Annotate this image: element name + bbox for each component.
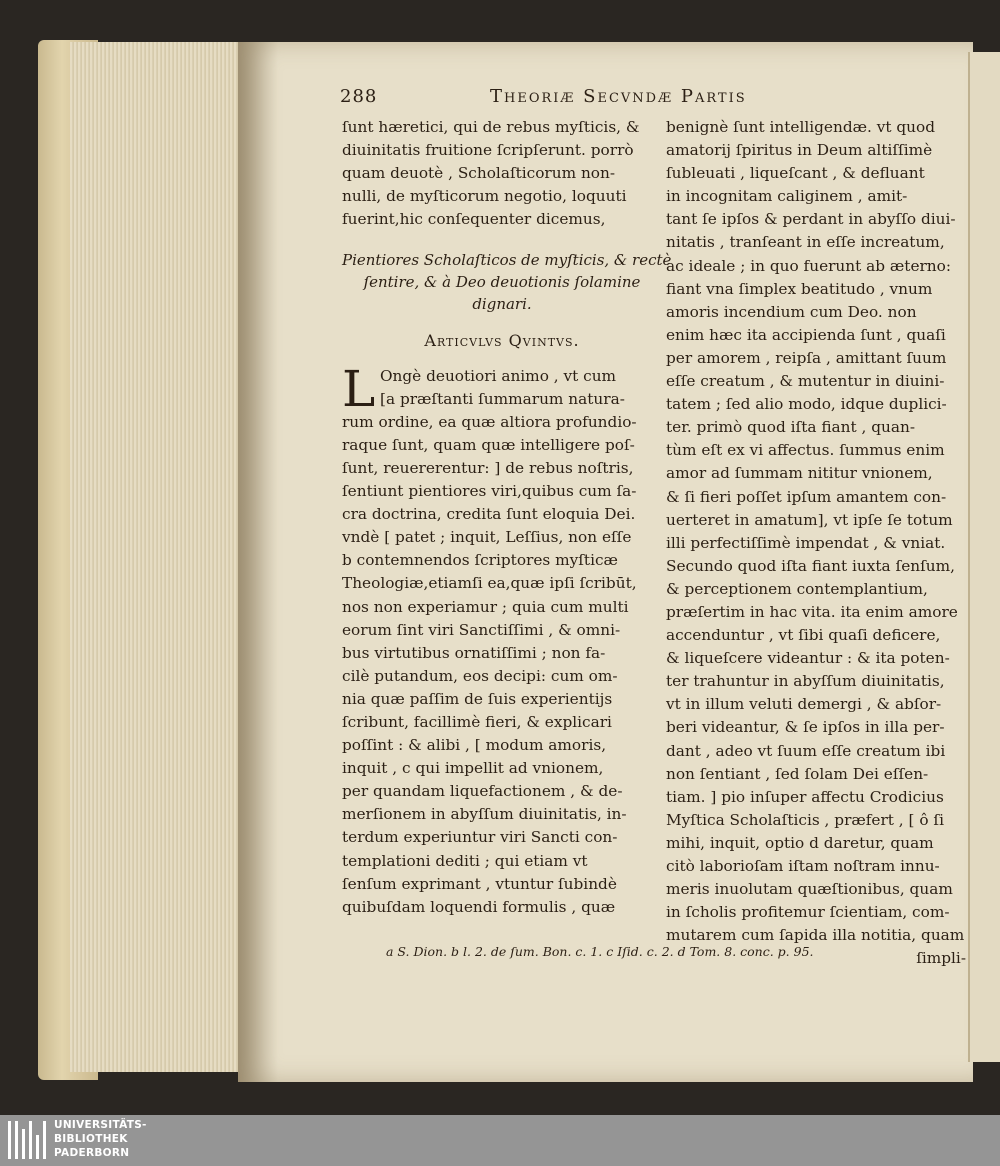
text-line: tùm eſt ex vi affectus. ſummus enim [666,441,945,460]
text-line: dant , adeo vt ſuum eſſe creatum ibi [666,741,946,760]
drop-cap: L [342,359,376,418]
text-line: diuinitatis fruitione ſcripſerunt. porrò [342,141,634,160]
text-line: meris inuolutam quæſtionibus, quam [666,880,953,899]
text-line: quam deuotè , Scholaſticorum non- [342,164,616,183]
text-line: Theologiæ,etiamſi ea,quæ ipſi ſcribūt, [342,574,637,593]
text-line: quibuſdam loquendi formulis , quæ [342,897,616,916]
right-column [666,116,966,970]
text-line: Secundo quod iſta fiant iuxta ſenſum, [666,556,955,575]
text-line: tatem ; ſed alio modo, idque duplici- [666,395,947,414]
left-column [342,116,672,919]
section-heading-line: dignari. [472,295,532,314]
text-line: ſentiunt pientiores viri,quibus cum ſa- [342,482,637,501]
text-line: amatorij ſpiritus in Deum altiſſimè [666,141,933,160]
text-line: amor ad ſummam nititur vnionem, [666,464,933,483]
text-line: raque ſunt, quam quæ intelligere poſ- [342,435,635,454]
text-line: enim hæc ita accipienda ſunt , quaſi [666,325,946,344]
text-line: ſubleuati , liqueſcant , & defluant [666,164,925,183]
text-line: nos non experiamur ; quia cum multi [342,597,629,616]
text-line: nulli, de myſticorum negotio, loquuti [342,187,627,206]
text-line: fiant vna ſimplex beatitudo , vnum [666,279,933,298]
drop-cap-paragraph [342,359,662,418]
text-line: merſionem in abyſſum diuinitatis, in- [342,805,627,824]
text-line: benignè ſunt intelligendæ. vt quod [666,118,936,136]
text-line: uerteret in amatum], vt ipſe ſe totum [666,510,953,529]
text-line: mutarem cum ſapida illa notitia, quam [666,926,965,945]
text-line: terdum experiuntur viri Sancti con- [342,828,618,847]
text-line: cra doctrina, credita ſunt eloquia Dei. [342,505,636,524]
text-line: nia quæ paſſim de ſuis experientijs [342,689,613,708]
text-line: & liqueſcere videantur : & ita poten- [666,649,950,668]
text-line: ſenſum exprimant , vtuntur ſubindè [342,874,617,893]
text-line: ſunt, reuererentur: ] de rebus noſtris, [342,458,634,477]
library-name [54,1118,147,1160]
text-line: templationi dediti ; qui etiam vt [342,851,588,870]
text-line: & perceptionem contemplantium, [666,579,928,598]
running-head: Theoriæ Secvndæ Partis [490,86,747,107]
page-header [340,86,950,112]
text-line: tiam. ] pio inſuper affectu Crodicius [666,787,944,806]
text-line: fuerint,hic conſequenter dicemus, [342,210,606,229]
text-line: in incognitam caliginem , amit- [666,187,908,206]
text-line: per quandam liquefactionem , & de- [342,782,623,801]
text-line: beri videantur, & ſe ipſos in illa per- [666,718,945,737]
text-line: b contemnendos ſcriptores myſticæ [342,551,618,570]
text-line: ac ideale ; in quo fuerunt ab æterno: [666,256,952,275]
text-line: & ſi fieri poſſet ipſum amantem con- [666,487,947,506]
gutter-shadow [238,42,278,1082]
text-line: ſunt hæretici, qui de rebus myſticis, & [342,118,640,136]
text-line: accenduntur , vt ſibi quaſi deficere, [666,626,941,645]
text-line: vndè [ patet ; inquit, Leſſius, non eſſe [342,528,632,547]
text-line: poſſint : & alibi , [ modum amoris, [342,736,607,755]
text-line: per amorem , reipſa , amittant ſuum [666,348,947,367]
text-line: illi perfectiſſimè impendat , & vniat. [666,533,946,552]
text-line: nitatis , tranſeant in eſſe increatum, [666,233,945,252]
text-line: in ſcholis profitemur ſcientiam, com- [666,903,950,922]
text-line: ter. primò quod iſta fiant , quan- [666,418,916,437]
text-line: eorum ſint viri Sanctiſſimi , & omni- [342,620,621,639]
text-line: ſcribunt, facillimè fieri, & explicari [342,712,612,731]
library-name-line: BIBLIOTHEK [54,1133,128,1145]
text-line: citò laborioſam iſtam noſtram innu- [666,857,940,875]
text-line: Ongè deuotiori animo , vt cum [380,366,617,385]
text-line: inquit , c qui impellit ad vnionem, [342,759,604,778]
text-line: bus virtutibus ornatiſſimi ; non fa- [342,643,606,662]
text-line: tant ſe ipſos & perdant in abyſſo diui- [666,210,956,229]
text-line: præſertim in hac vita. ita enim amore [666,602,958,621]
text-line: cilè putandum, eos decipi: cum om- [342,666,618,685]
text-line: ſimpli- [916,949,966,968]
article-heading: Articvlvs Qvintvs. [424,331,580,351]
footnotes: a S. Dion. b l. 2. de ſum. Bon. c. 1. c Iſid. c. 2. d Tom. 8. conc. p. 95. [386,944,814,959]
section-heading-line: ſentire, & à Deo deuotionis ſolamine [363,273,641,292]
page-number: 288 [340,86,378,107]
text-line: eſſe creatum , & mutentur in diuini- [666,372,945,391]
text-line: mihi, inquit, optio d daretur, quam [666,833,934,852]
section-heading-line: Pientiores Scholaſticos de myſticis, & rectè [342,251,672,270]
text-line: [a præſtanti ſummarum natura- [380,389,625,408]
library-footer-bar [0,1115,1000,1166]
text-line: amoris incendium cum Deo. non [666,302,917,321]
library-name-line: UNIVERSITÄTS- [54,1119,147,1131]
page-block-edges [70,42,240,1072]
text-line: non ſentiant , ſed ſolam Dei eſſen- [666,764,929,783]
library-logo-icon [8,1121,48,1159]
library-name-line: PADERBORN [54,1147,130,1159]
text-line: vt in illum veluti demergi , & abſor- [666,695,942,714]
text-line: ter trahuntur in abyſſum diuinitatis, [666,672,945,691]
text-line: Myſtica Scholaſticis , præfert , [ ô ſi [666,810,944,829]
facing-page-sliver [968,52,1000,1062]
text-line: rum ordine, ea quæ altiora profundio- [342,412,637,431]
